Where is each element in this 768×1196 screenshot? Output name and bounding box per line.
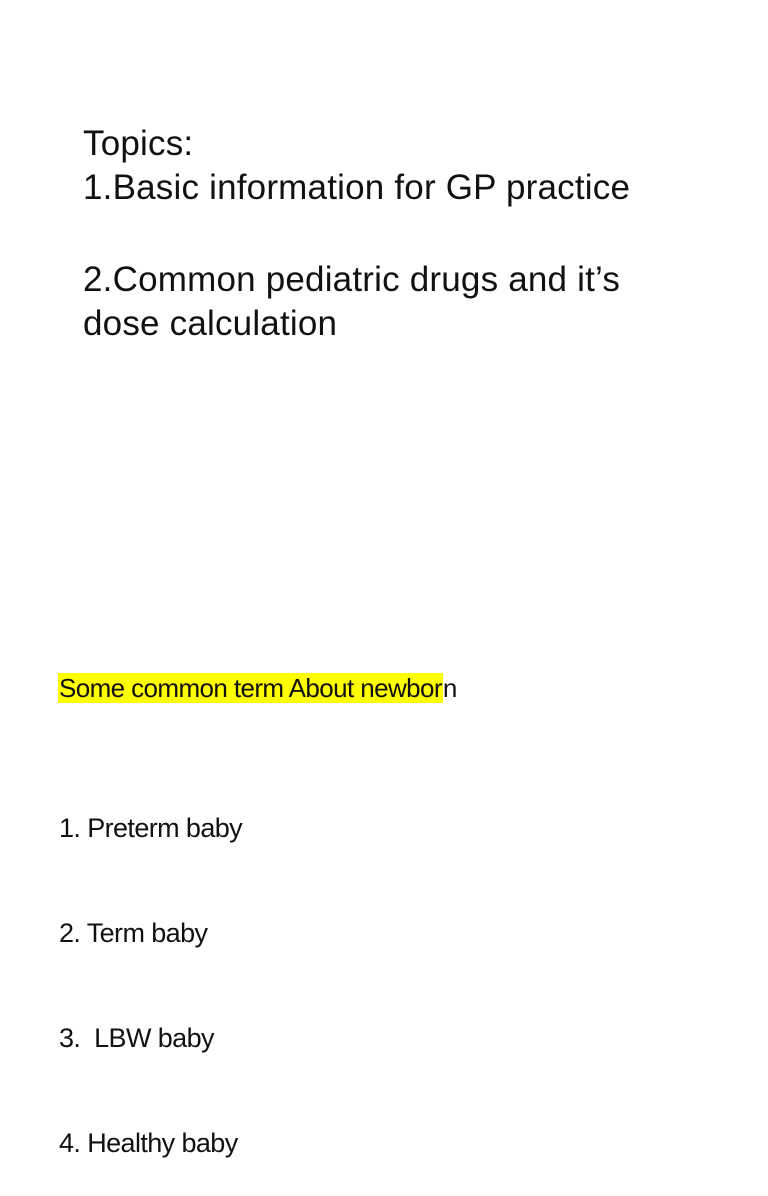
heading-highlight: Some common term About newbor xyxy=(59,673,442,703)
topic-spacer xyxy=(83,210,743,258)
newborn-terms-heading xyxy=(58,670,457,706)
list-item: 4. Healthy baby xyxy=(59,1128,238,1158)
list-item: 1. Preterm baby xyxy=(59,813,243,843)
topics-section xyxy=(83,122,743,346)
topic-item-2-line-2: dose calculation xyxy=(83,304,338,343)
list-item: 3. LBW baby xyxy=(59,1023,214,1053)
list-item: 2. Term baby xyxy=(59,918,208,948)
newborn-terms-list xyxy=(59,741,242,1196)
topic-item-1-line-1: 1.Basic information for GP practice xyxy=(83,168,631,207)
heading-tail: n xyxy=(442,673,457,703)
topic-item-2 xyxy=(83,258,743,346)
topic-item-2-line-1: 2.Common pediatric drugs and it’s xyxy=(83,260,621,299)
topic-item-1 xyxy=(83,166,743,210)
topics-heading: Topics: xyxy=(83,124,194,163)
